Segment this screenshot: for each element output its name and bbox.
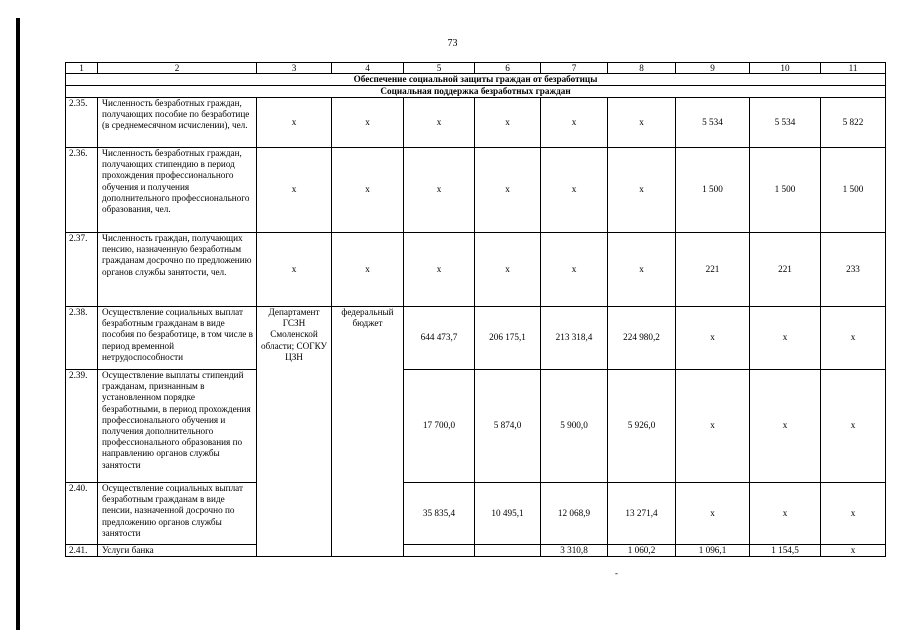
cell: x [257, 98, 332, 148]
cell: 221 [676, 233, 750, 307]
cell: 35 835,4 [404, 483, 475, 545]
cell: 1 096,1 [676, 545, 750, 557]
column-number: 9 [676, 63, 750, 74]
table-row [66, 307, 886, 370]
cell: x [676, 483, 750, 545]
executor-cell: Департамент ГСЗН Смоленской области; СОГКУ ЦЗН [257, 307, 332, 557]
cell: x [750, 307, 821, 370]
table-row [66, 545, 886, 557]
cell [404, 545, 475, 557]
cell: x [750, 370, 821, 483]
cell: x [541, 98, 608, 148]
cell: 13 271,4 [608, 483, 676, 545]
cell: 5 822 [821, 98, 886, 148]
cell: x [608, 148, 676, 233]
cell: x [608, 233, 676, 307]
cell: 3 310,8 [541, 545, 608, 557]
cell: 1 500 [821, 148, 886, 233]
row-code: 2.38. [66, 307, 98, 370]
subsection-row [66, 86, 886, 98]
cell: x [404, 98, 475, 148]
row-name: Осуществление выплаты стипендий гражданам, признанным в установленном порядке безработными, в период прохождения профессионального обучения и получения дополнительного профессионального образования по направлению органов службы занятости [98, 370, 257, 483]
page-number: 73 [447, 38, 458, 49]
cell: 1 060,2 [608, 545, 676, 557]
cell: x [257, 148, 332, 233]
cell: x [541, 148, 608, 233]
cell: x [676, 370, 750, 483]
cell: x [821, 307, 886, 370]
cell: 5 874,0 [475, 370, 541, 483]
row-code: 2.35. [66, 98, 98, 148]
cell: x [475, 98, 541, 148]
section-row [66, 74, 886, 86]
cell: 12 068,9 [541, 483, 608, 545]
column-number: 5 [404, 63, 475, 74]
table-row [66, 370, 886, 483]
cell: x [750, 483, 821, 545]
column-number: 1 [66, 63, 98, 74]
cell: 644 473,7 [404, 307, 475, 370]
cell: 1 500 [676, 148, 750, 233]
cell: 17 700,0 [404, 370, 475, 483]
cell: x [332, 98, 404, 148]
column-number: 2 [98, 63, 257, 74]
row-name: Осуществление социальных выплат безработным гражданам в виде пенсии, назначенной досрочно по предложению органов службы занятости [98, 483, 257, 545]
table-row [66, 98, 886, 148]
cell: 1 500 [750, 148, 821, 233]
subsection-title: Социальная поддержка безработных граждан [66, 86, 886, 98]
column-number: 8 [608, 63, 676, 74]
column-number: 4 [332, 63, 404, 74]
cell: 10 495,1 [475, 483, 541, 545]
row-name: Услуги банка [98, 545, 257, 557]
cell: 5 534 [750, 98, 821, 148]
cell: 233 [821, 233, 886, 307]
section-title: Обеспечение социальной защиты граждан от безработицы [66, 74, 886, 86]
row-name: Численность безработных граждан, получающих пособие по безработице (в среднемесячном исчислении), чел. [98, 98, 257, 148]
left-margin-bar [16, 18, 20, 630]
cell: x [821, 483, 886, 545]
cell: 5 900,0 [541, 370, 608, 483]
row-code: 2.37. [66, 233, 98, 307]
cell: x [821, 545, 886, 557]
cell: x [475, 148, 541, 233]
column-number-row [66, 63, 886, 74]
cell: 221 [750, 233, 821, 307]
cell: x [541, 233, 608, 307]
cell: 206 175,1 [475, 307, 541, 370]
cell [475, 545, 541, 557]
row-code: 2.36. [66, 148, 98, 233]
cell: 213 318,4 [541, 307, 608, 370]
cell: x [475, 233, 541, 307]
column-number: 6 [475, 63, 541, 74]
cell: 1 154,5 [750, 545, 821, 557]
cell: x [257, 233, 332, 307]
row-name: Численность безработных граждан, получающих стипендию в период прохождения профессионального обучения и получения дополнительного профессионального образования, чел. [98, 148, 257, 233]
cell: x [332, 148, 404, 233]
cell: x [332, 233, 404, 307]
row-code: 2.40. [66, 483, 98, 545]
table-row [66, 148, 886, 233]
table-row [66, 233, 886, 307]
footer-mark: - [615, 568, 618, 578]
cell: 224 980,2 [608, 307, 676, 370]
cell: 5 926,0 [608, 370, 676, 483]
row-name: Осуществление социальных выплат безработным гражданам в виде пособия по безработице, в том числе в период временной нетрудоспособности [98, 307, 257, 370]
cell: x [676, 307, 750, 370]
program-table [65, 62, 886, 557]
cell: x [608, 98, 676, 148]
table-row [66, 483, 886, 545]
row-code: 2.39. [66, 370, 98, 483]
column-number: 3 [257, 63, 332, 74]
column-number: 7 [541, 63, 608, 74]
row-name: Численность граждан, получающих пенсию, назначенную безработным гражданам досрочно по предложению органов службы занятости, чел. [98, 233, 257, 307]
cell: 5 534 [676, 98, 750, 148]
cell: x [404, 233, 475, 307]
column-number: 11 [821, 63, 886, 74]
funding-source-cell: федеральный бюджет [332, 307, 404, 557]
cell: x [404, 148, 475, 233]
column-number: 10 [750, 63, 821, 74]
cell: x [821, 370, 886, 483]
row-code: 2.41. [66, 545, 98, 557]
